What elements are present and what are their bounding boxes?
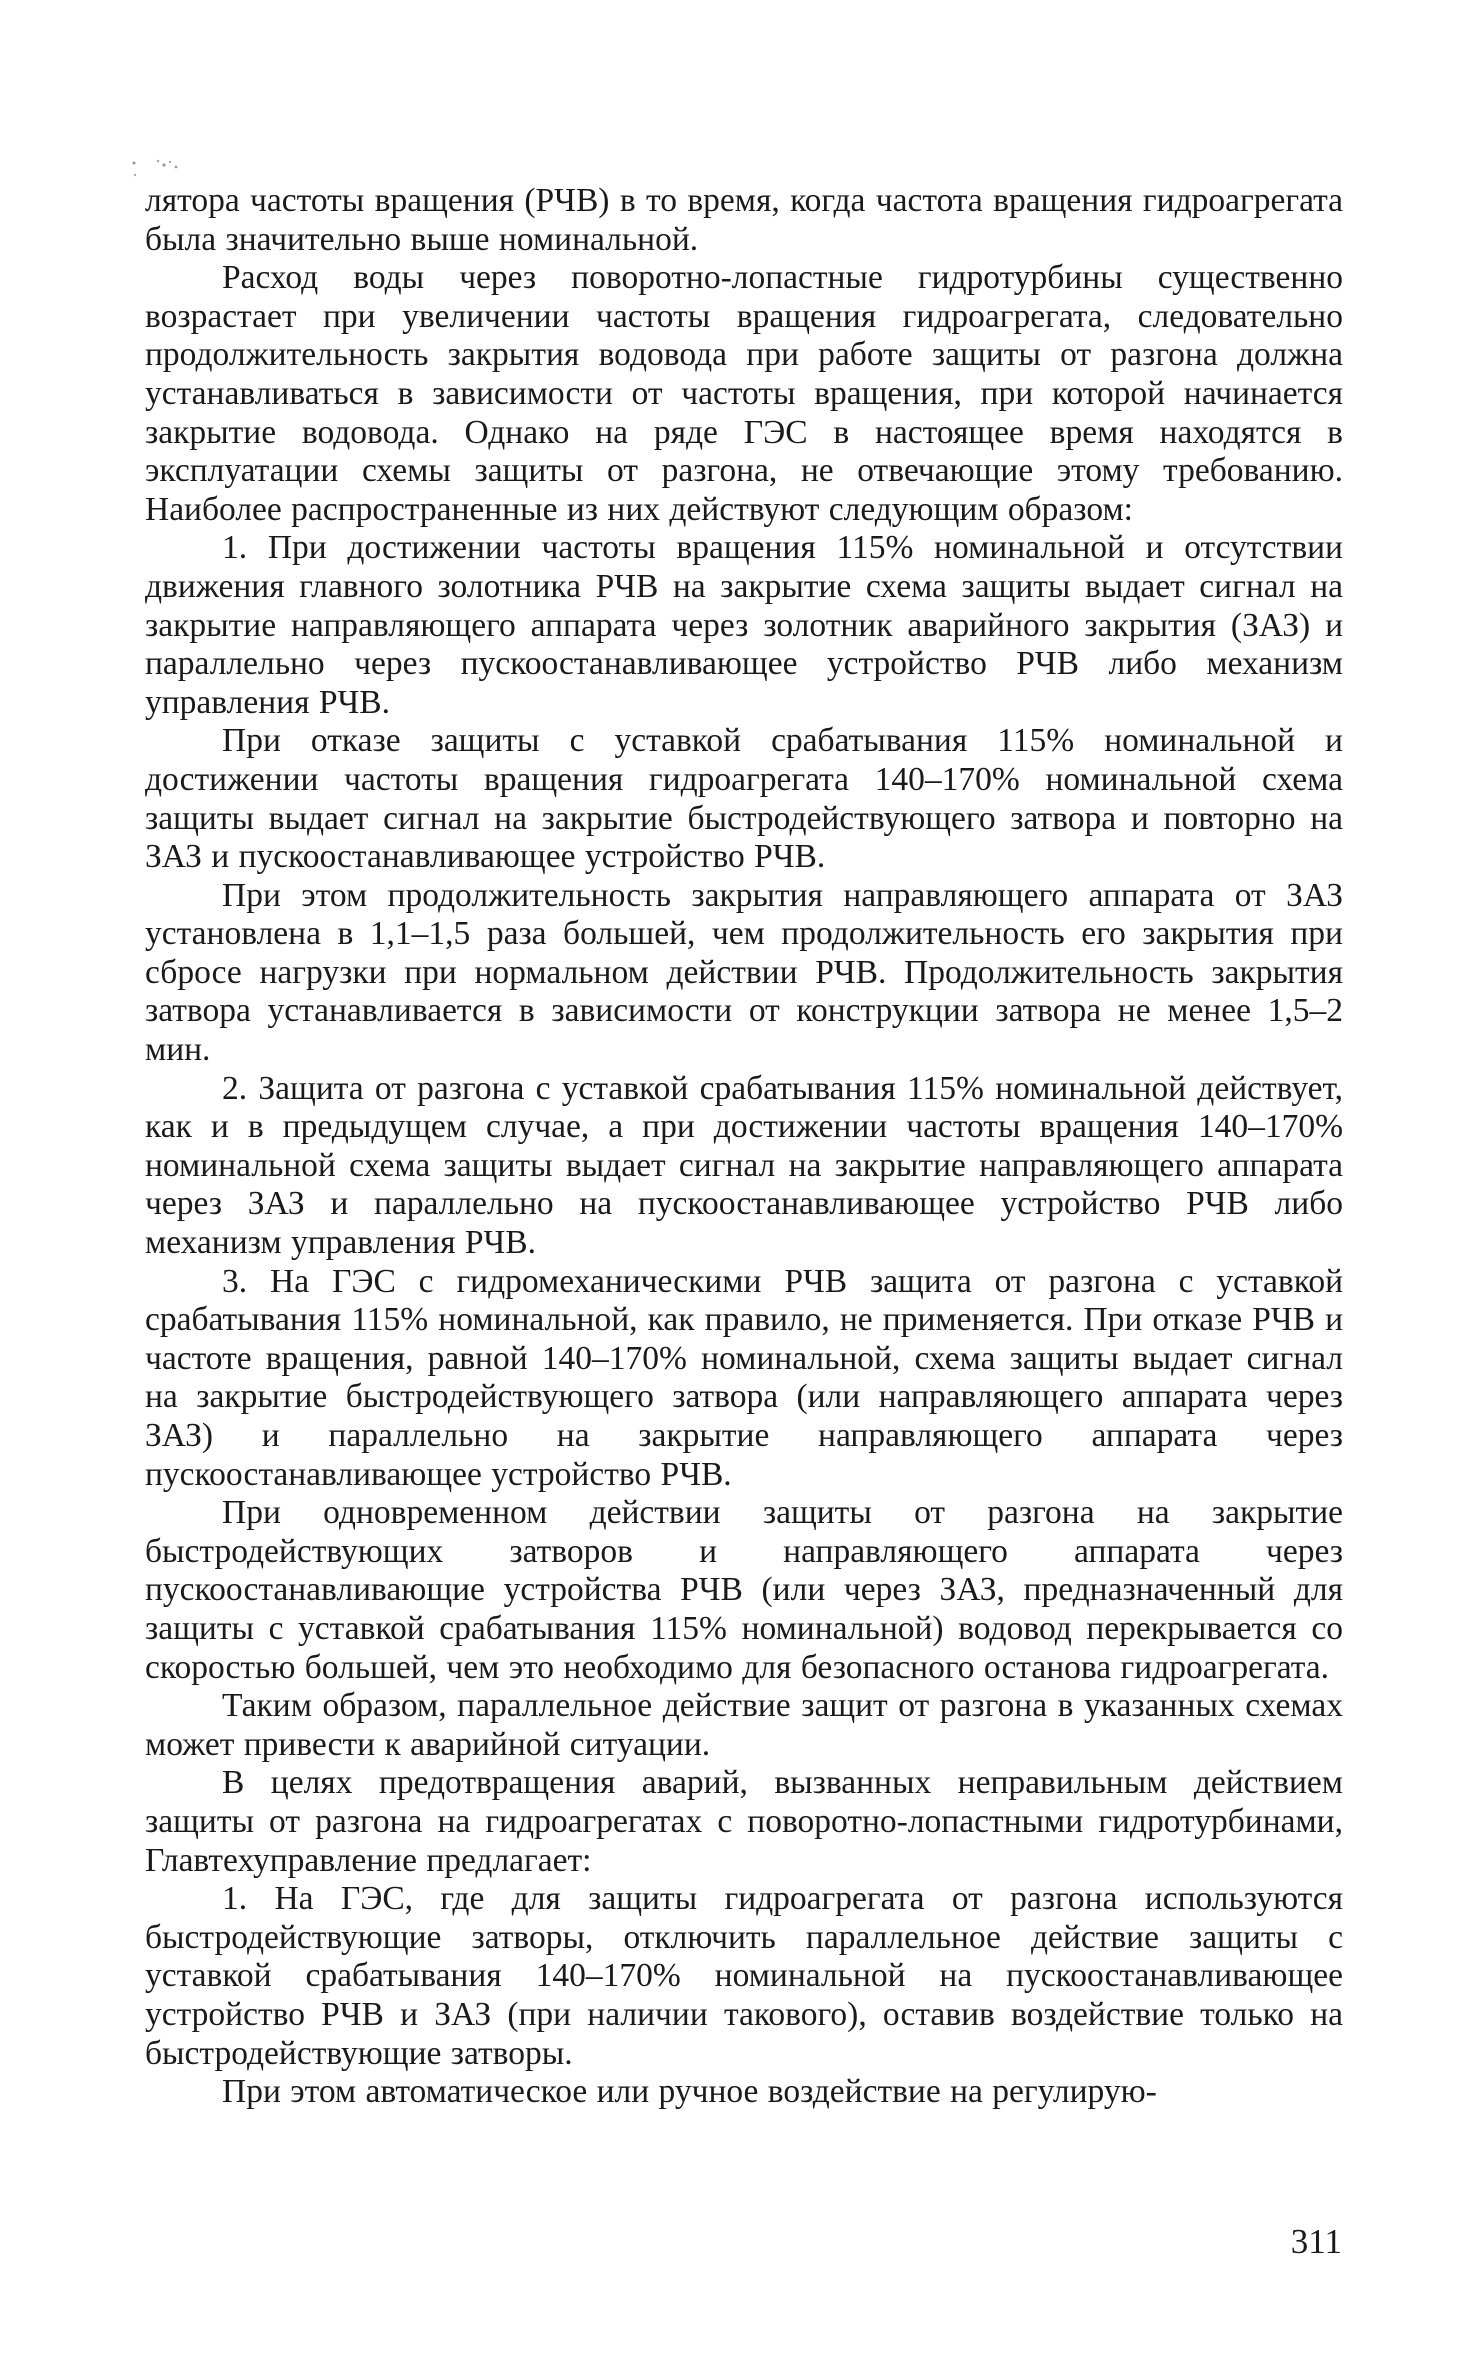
paragraph-conclusion: Таким образом, параллельное действие защит от разгона в указанных схемах может привести к аварийной ситуации. <box>145 1687 1343 1763</box>
document-body <box>145 182 1343 2112</box>
paragraph-continuation: лятора частоты вращения (РЧВ) в то время, когда частота вращения гидроагрегата была значительно выше номинальной. <box>145 182 1343 258</box>
paragraph-simultaneous-action: При одновременном действии защиты от разгона на закрытие быстродействующих затворов и направляющего аппарата через пускоостанавливающие устройства РЧВ (или через ЗАЗ, предназначенный для защиты с уставкой срабатывания 115% номинальной) водовод перекрывается со скоростью большей, чем это необходимо для безопасного останова гидроагрегата. <box>145 1494 1343 1686</box>
paragraph-protection-failure: При отказе защиты с уставкой срабатывания 115% номинальной и достижении частоты вращения гидроагрегата 140–170% номинальной схема защиты выдает сигнал на закрытие быстродействующего затвора и повторно на ЗАЗ и пускоостанавливающее устройство РЧВ. <box>145 722 1343 876</box>
paragraph-proposal-intro: В целях предотвращения аварий, вызванных неправильным действием защиты от разгона на гидроагрегатах с поворотно-лопастными гидротурбинами, Главтехуправление предлагает: <box>145 1764 1343 1879</box>
paragraph-final-partial: При этом автоматическое или ручное воздействие на регулирую- <box>222 2073 1157 2111</box>
paragraph-water-flow: Расход воды через поворотно-лопастные гидротурбины существенно возрастает при увеличении частоты вращения гидроагрегата, следовательно продолжительность закрытия водовода при работе защиты от разгона должна устанавливаться в зависимости от частоты вращения, при которой начинается закрытие водовода. Однако на ряде ГЭС в настоящее время находятся в эксплуатации схемы защиты от разгона, не отвечающие этому требованию. Наиболее распространенные из них действуют следующим образом: <box>145 259 1343 528</box>
scan-noise-mark <box>128 155 198 183</box>
page-number: 311 <box>1290 2222 1342 2261</box>
paragraph-scheme-3: 3. На ГЭС с гидромеханическими РЧВ защита от разгона с уставкой срабатывания 115% номинальной, как правило, не применяется. При отказе РЧВ и частоте вращения, равной 140–170% номинальной, схема защиты выдает сигнал на закрытие быстродействующего затвора (или направляющего аппарата через ЗАЗ) и параллельно на закрытие направляющего аппарата через пускоостанавливающее устройство РЧВ. <box>145 1262 1343 1493</box>
paragraph-proposal-1: 1. На ГЭС, где для защиты гидроагрегата от разгона используются быстродействующие затворы, отключить параллельное действие защиты с уставкой срабатывания 140–170% номинальной на пускоостанавливающее устройство РЧВ и ЗАЗ (при наличии такового), оставив воздействие только на быстродействующие затворы. <box>145 1880 1343 2072</box>
paragraph-scheme-2: 2. Защита от разгона с уставкой срабатывания 115% номинальной действует, как и в предыдущем случае, а при достижении частоты вращения 140–170% номинальной схема защиты выдает сигнал на закрытие направляющего аппарата через ЗАЗ и параллельно на пускоостанавливающее устройство РЧВ либо механизм управления РЧВ. <box>145 1069 1343 1262</box>
paragraph-closing-duration: При этом продолжительность закрытия направляющего аппарата от ЗАЗ установлена в 1,1–1,5 раза большей, чем продолжительность его закрытия при сбросе нагрузки при нормальном действии РЧВ. Продолжительность закрытия затвора устанавливается в зависимости от конструкции затвора не менее 1,5–2 мин. <box>145 876 1343 1069</box>
paragraph-scheme-1: 1. При достижении частоты вращения 115% номинальной и отсутствии движения главного золотника РЧВ на закрытие схема защиты выдает сигнал на закрытие направляющего аппарата через золотник аварийного закрытия (ЗАЗ) и параллельно через пускоостанавливающее устройство РЧВ либо механизм управления РЧВ. <box>145 529 1343 721</box>
